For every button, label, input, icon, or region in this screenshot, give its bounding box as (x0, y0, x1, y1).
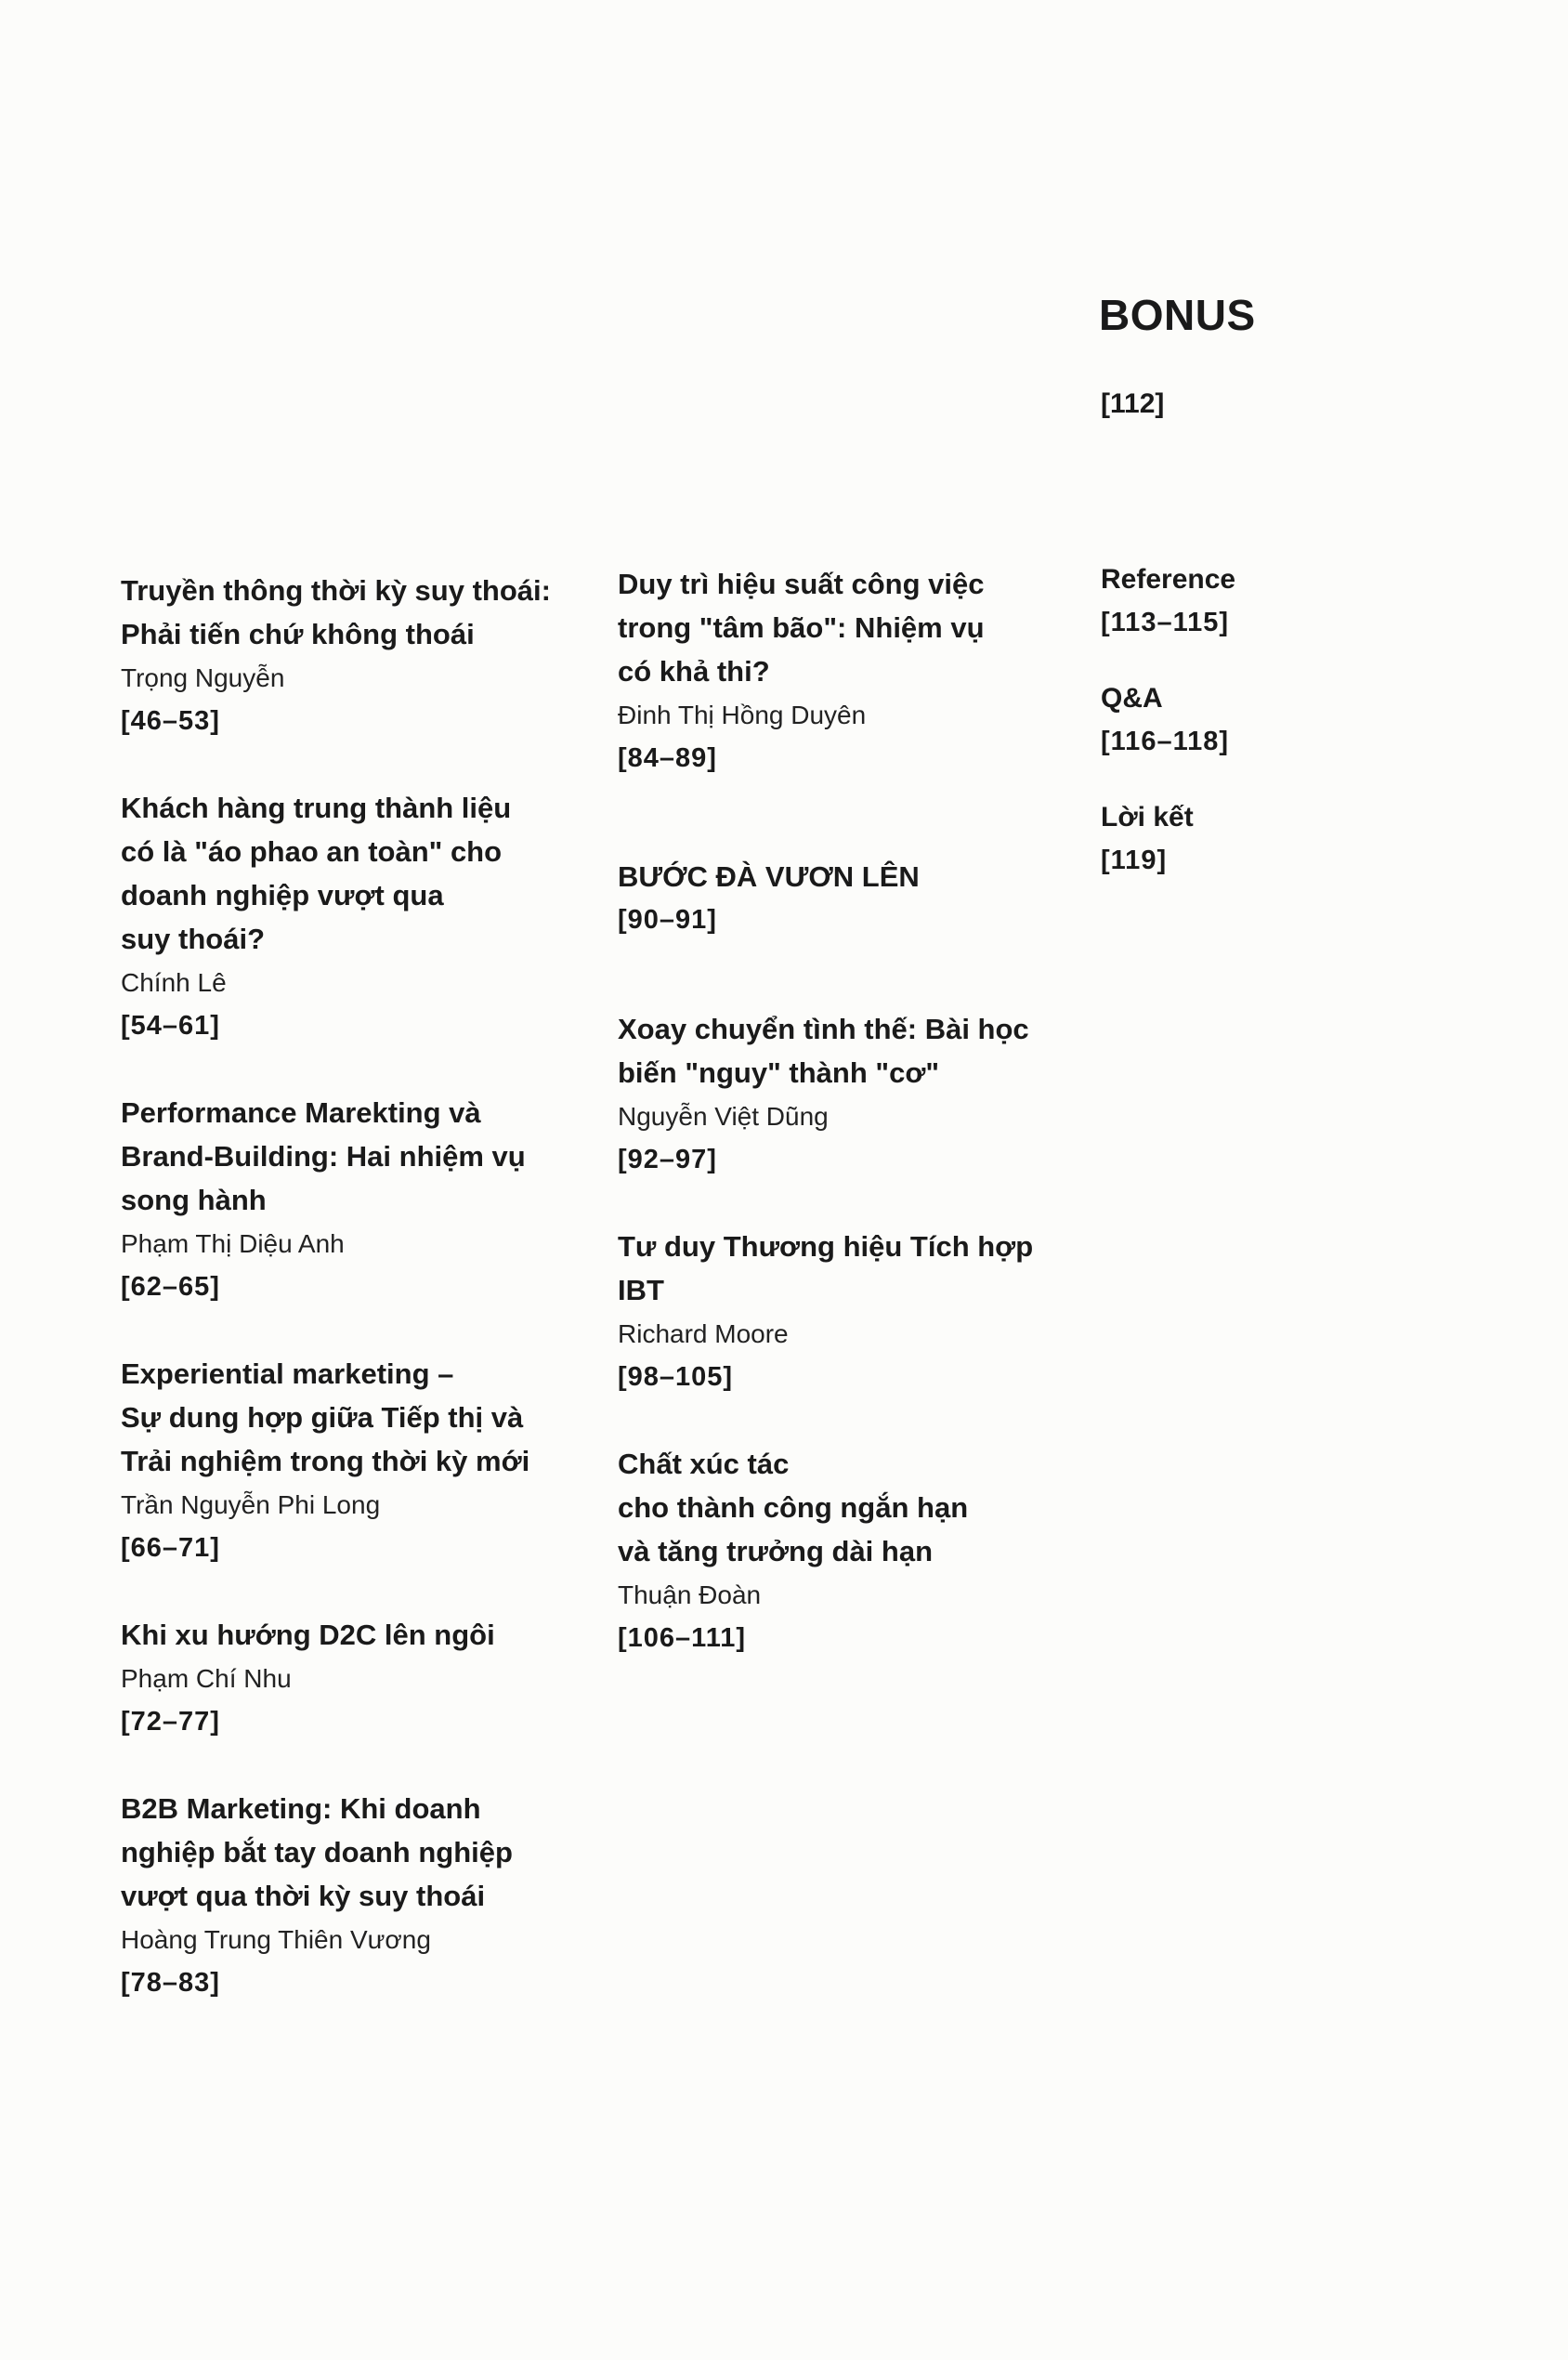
toc-entry[interactable] (618, 1007, 1064, 1182)
section-title: BƯỚC ĐÀ VƯƠN LÊN (618, 860, 920, 893)
toc-entry[interactable] (121, 1787, 567, 2005)
entry-pages: [119] (1101, 846, 1168, 875)
entry-title: Lời kết (1101, 802, 1194, 833)
bonus-heading: BONUS (1099, 291, 1256, 339)
entry-title: Reference (1101, 564, 1236, 595)
entry-author: Richard Moore (618, 1319, 789, 1348)
toc-column-3 (1101, 557, 1435, 914)
entry-title: Tư duy Thương hiệu Tích hợp IBT (618, 1230, 1034, 1306)
entry-title: B2B Marketing: Khi doanh nghiệp bắt tay doanh nghiệp vượt qua thời kỳ suy thoái (121, 1792, 513, 1912)
entry-author: Thuận Đoàn (618, 1580, 762, 1609)
toc-entry[interactable] (1101, 557, 1435, 645)
entry-title: Truyền thông thời kỳ suy thoái: Phải tiến chứ không thoái (121, 574, 551, 650)
entry-pages: [66–71] (121, 1533, 220, 1563)
toc-entry[interactable] (1101, 676, 1435, 764)
entry-title: Chất xúc tác cho thành công ngắn hạn và tăng trưởng dài hạn (618, 1448, 969, 1567)
entry-title: Performance Marekting và Brand-Building: Hai nhiệm vụ song hành (121, 1096, 526, 1216)
toc-entry[interactable] (121, 1352, 567, 1570)
entry-pages: [78–83] (121, 1968, 220, 1998)
entry-pages: [116–118] (1101, 727, 1230, 756)
entry-pages: [106–111] (618, 1623, 747, 1653)
toc-column-1 (121, 569, 567, 2048)
toc-entry[interactable] (121, 569, 567, 743)
entry-author: Trọng Nguyễn (121, 663, 285, 692)
entry-author: Chính Lê (121, 968, 227, 997)
entry-pages: [113–115] (1101, 608, 1230, 637)
toc-entry[interactable] (618, 1442, 1064, 1660)
toc-entry[interactable] (121, 1613, 567, 1744)
toc-column-2 (618, 562, 1064, 1703)
entry-author: Phạm Thị Diệu Anh (121, 1229, 345, 1258)
entry-pages: [46–53] (121, 706, 220, 736)
entry-title: Khách hàng trung thành liệu có là "áo phao an toàn" cho doanh nghiệp vượt qua suy thoái? (121, 792, 512, 955)
entry-author: Phạm Chí Nhu (121, 1664, 292, 1693)
entry-author: Đinh Thị Hồng Duyên (618, 701, 867, 729)
entry-author: Nguyễn Việt Dũng (618, 1102, 829, 1131)
toc-entry[interactable] (618, 1225, 1064, 1399)
toc-entry[interactable] (618, 562, 1064, 780)
entry-title: Khi xu hướng D2C lên ngôi (121, 1619, 495, 1651)
entry-pages: [84–89] (618, 743, 717, 773)
entry-title: Xoay chuyển tình thế: Bài học biến "nguy" thành "cơ" (618, 1013, 1029, 1089)
entry-title: Q&A (1101, 683, 1163, 714)
toc-entry[interactable] (121, 786, 567, 1048)
entry-pages: [54–61] (121, 1011, 220, 1041)
entry-pages: [62–65] (121, 1272, 220, 1302)
entry-pages: [92–97] (618, 1145, 717, 1174)
entry-author: Trần Nguyễn Phi Long (121, 1490, 381, 1519)
entry-pages: [72–77] (121, 1707, 220, 1737)
entry-pages: [98–105] (618, 1362, 734, 1392)
entry-title: Duy trì hiệu suất công việc trong "tâm bão": Nhiệm vụ có khả thi? (618, 568, 985, 688)
toc-section-entry[interactable] (618, 855, 1064, 942)
toc-entry[interactable] (121, 1091, 567, 1309)
entry-pages: [90–91] (618, 905, 717, 935)
entry-title: Experiential marketing – Sự dung hợp giữa Tiếp thị và Trải nghiệm trong thời kỳ mới (121, 1357, 530, 1477)
bonus-pages: [112] (1101, 388, 1165, 419)
entry-author: Hoàng Trung Thiên Vương (121, 1925, 431, 1954)
toc-entry[interactable] (1101, 795, 1435, 883)
